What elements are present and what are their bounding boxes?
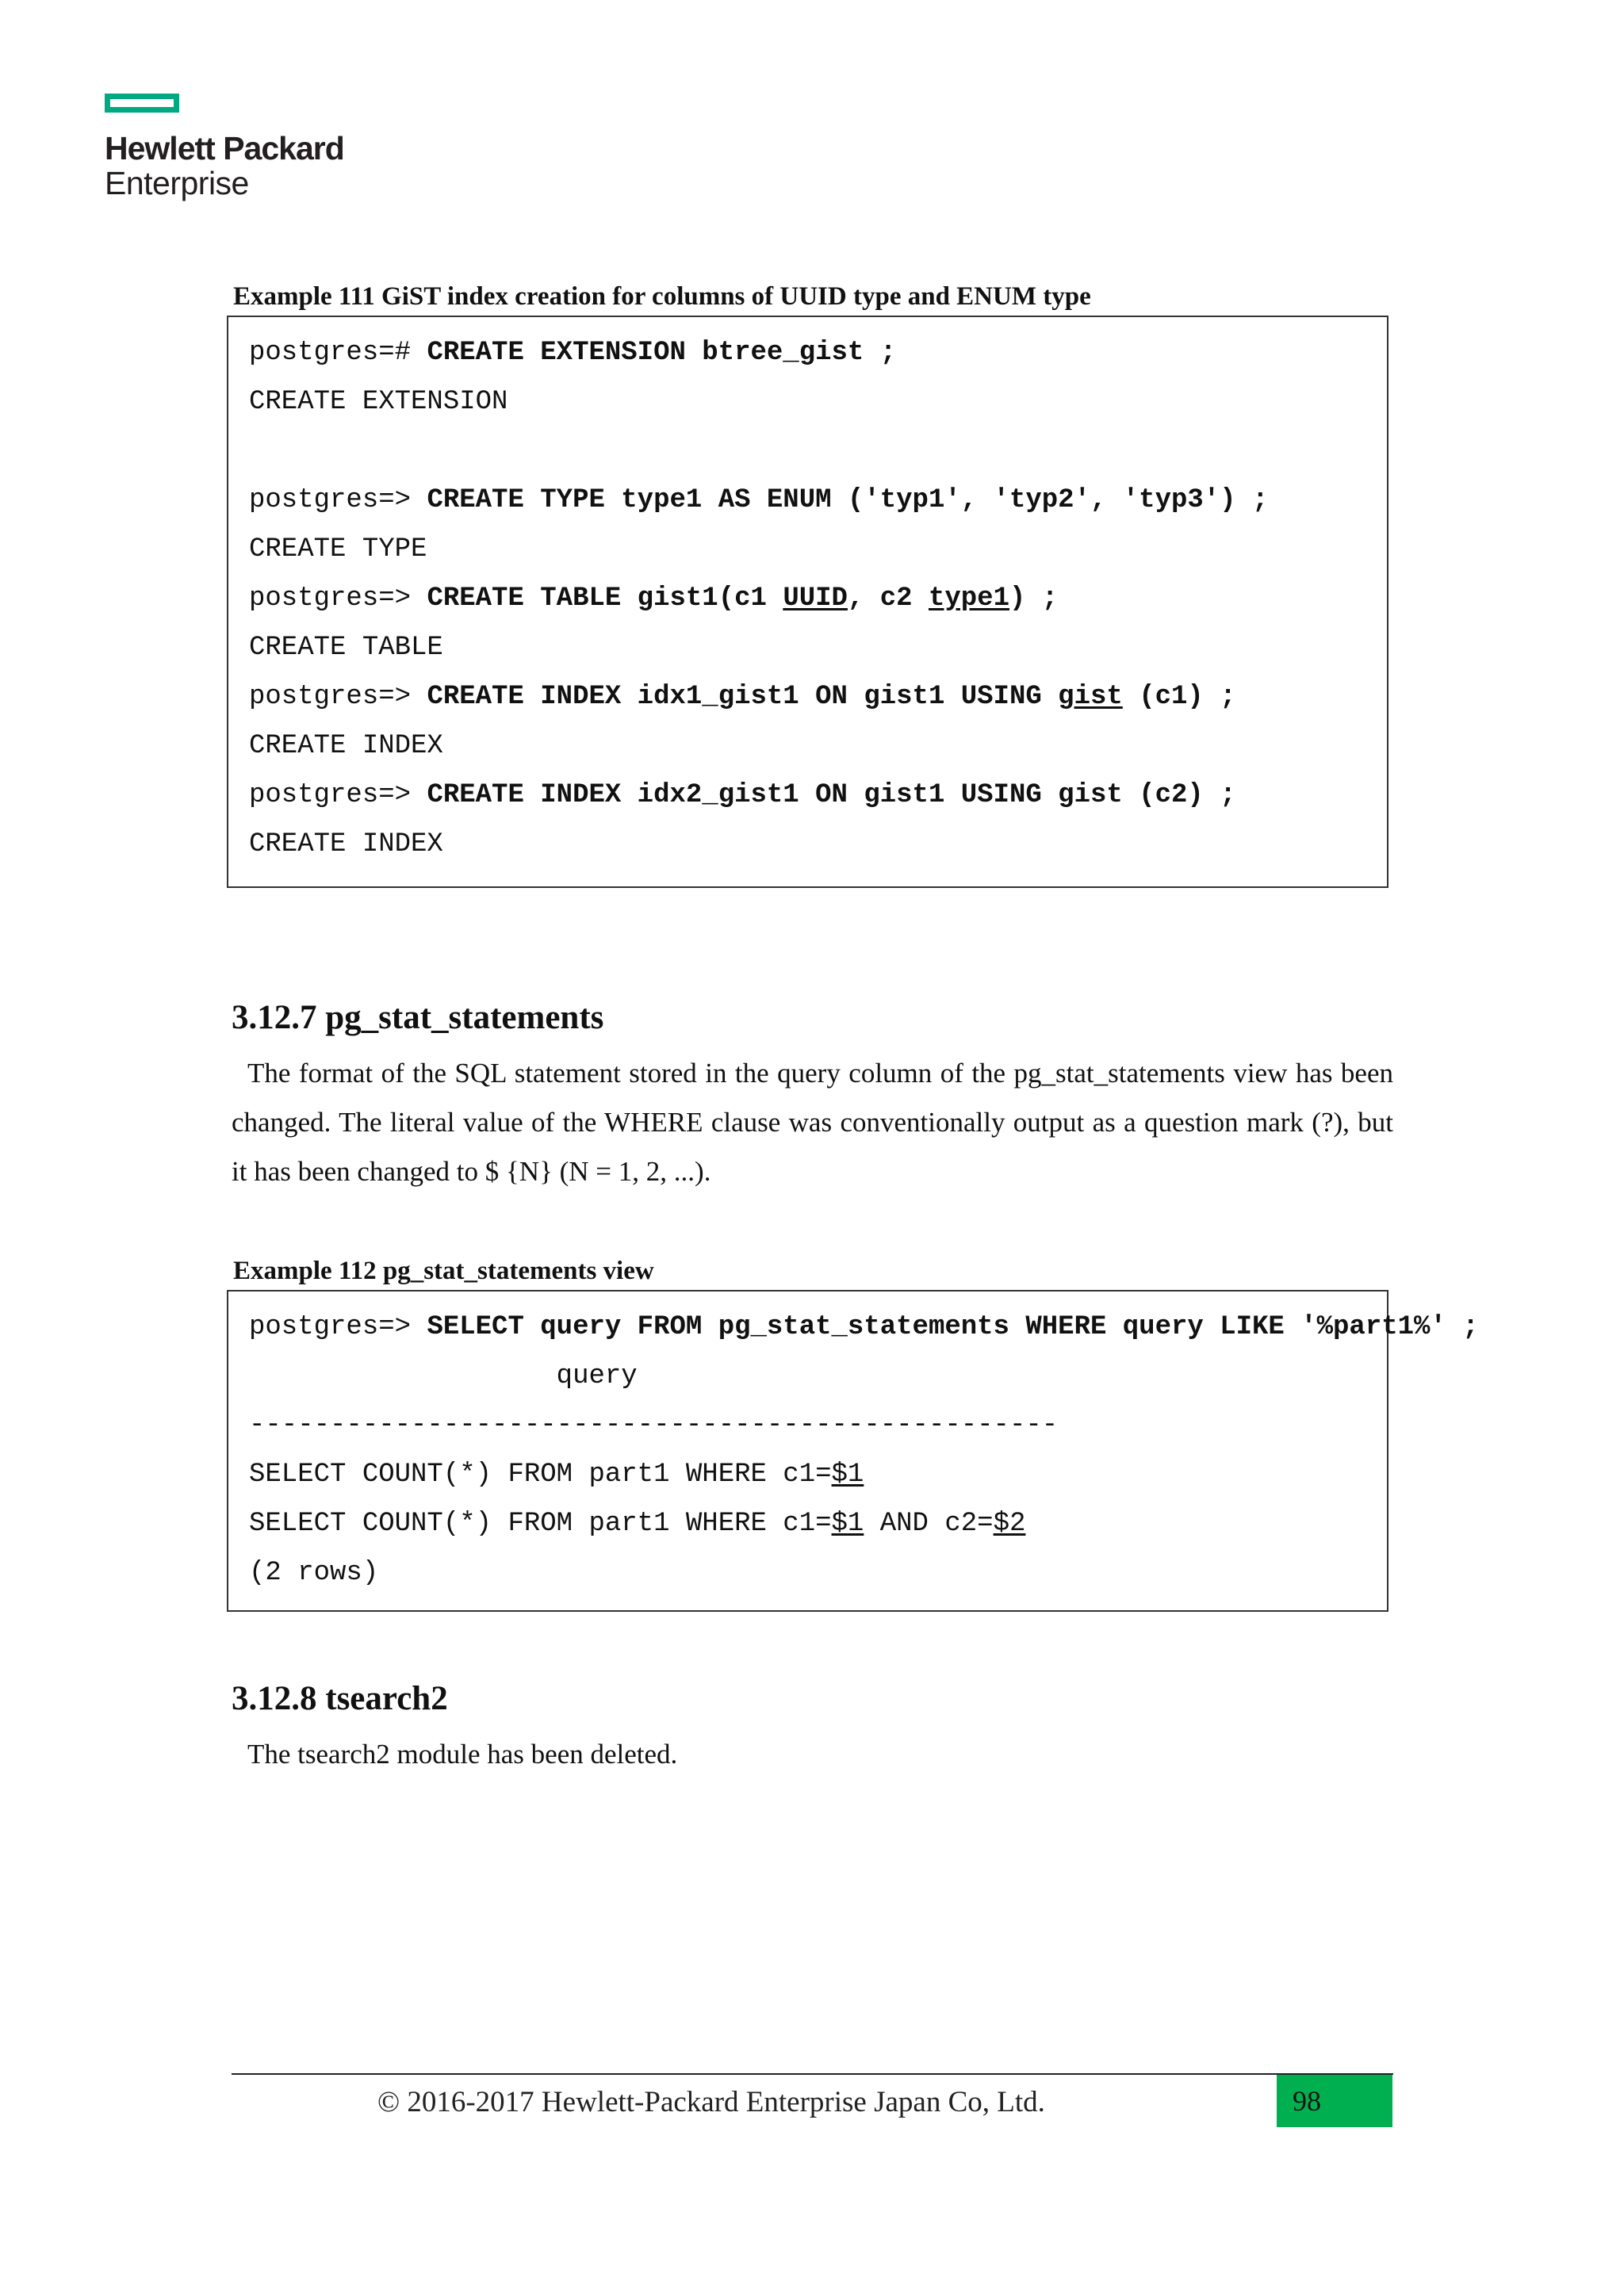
section-3-12-7-paragraph	[232, 1049, 1393, 1196]
code-text: AND c2=	[864, 1509, 994, 1539]
example-112-code-block	[227, 1290, 1479, 1612]
code-output-line: CREATE TABLE	[249, 633, 443, 663]
section-3-12-8-paragraph	[232, 1730, 1393, 1779]
example-111-caption: Example 111 GiST index creation for columns of UUID type and ENUM type	[233, 282, 1091, 311]
result-row	[249, 1459, 864, 1490]
code-text: SELECT COUNT(*) FROM part1 WHERE c1=	[249, 1460, 832, 1490]
code-text: ) ;	[1009, 584, 1059, 614]
code-command: SELECT query FROM pg_stat_statements WHERE query LIKE '%part1%' ;	[427, 1312, 1479, 1342]
hpe-logo-mark	[105, 94, 179, 113]
code-text: CREATE TABLE gist1(c1	[427, 584, 783, 614]
code-prompt: postgres=>	[249, 584, 427, 614]
code-prompt: postgres=>	[249, 780, 427, 810]
code-output-line: CREATE EXTENSION	[249, 387, 508, 417]
code-prompt: postgres=>	[249, 1312, 427, 1342]
code-command	[427, 584, 1058, 614]
result-separator: --------------------------------------------------	[249, 1410, 1059, 1441]
code-output-line: CREATE INDEX	[249, 731, 443, 761]
code-output-line: CREATE TYPE	[249, 534, 427, 564]
code-command: CREATE TYPE type1 AS ENUM ('typ1', 'typ2', 'typ3') ;	[427, 485, 1269, 515]
code-line	[249, 681, 1236, 713]
code-line	[249, 1311, 1479, 1343]
underlined-code: $1	[831, 1460, 864, 1490]
code-text: CREATE INDEX idx1_gist1 ON gist1 USING	[427, 682, 1059, 712]
section-heading-3-12-8: 3.12.8 tsearch2	[232, 1680, 448, 1717]
example-112-caption: Example 112 pg_stat_statements view	[233, 1257, 654, 1285]
code-line	[249, 779, 1236, 811]
code-text: (c1) ;	[1122, 682, 1236, 712]
section-heading-3-12-7: 3.12.7 pg_stat_statements	[232, 999, 604, 1036]
code-prompt: postgres=#	[249, 338, 427, 368]
result-column-header: query	[249, 1361, 638, 1391]
code-line	[249, 337, 896, 369]
footer-copyright: © 2016-2017 Hewlett-Packard Enterprise Japan Co, Ltd.	[377, 2086, 1045, 2118]
underlined-code: type1	[928, 584, 1009, 614]
underlined-code: gist	[1058, 682, 1123, 712]
code-prompt: postgres=>	[249, 485, 427, 515]
example-111-code-block	[227, 316, 1388, 888]
code-command: CREATE EXTENSION btree_gist ;	[427, 338, 897, 368]
paragraph-text: The tsearch2 module has been deleted.	[247, 1739, 678, 1770]
footer-divider	[232, 2073, 1393, 2075]
logo-text-line1: Hewlett Packard	[105, 130, 344, 166]
result-row-count: (2 rows)	[249, 1558, 379, 1588]
code-text: , c2	[847, 584, 929, 614]
code-prompt: postgres=>	[249, 682, 427, 712]
code-command	[427, 682, 1235, 712]
hpe-logo	[105, 94, 344, 201]
code-text: SELECT COUNT(*) FROM part1 WHERE c1=	[249, 1509, 832, 1539]
code-output-line: CREATE INDEX	[249, 829, 443, 859]
underlined-code: $2	[993, 1509, 1026, 1539]
code-line	[249, 484, 1268, 516]
paragraph-text: The format of the SQL statement stored in the query column of the pg_stat_statements view has been changed. The literal value of the WHERE clause was conventionally output as a question mark (?), but it has been changed to $ {N} (N = 1, 2, ...).	[232, 1058, 1393, 1187]
code-line	[249, 583, 1058, 614]
underlined-code: UUID	[783, 584, 848, 614]
logo-text-line2: Enterprise	[105, 165, 249, 201]
underlined-code: $1	[831, 1509, 864, 1539]
code-command: CREATE INDEX idx2_gist1 ON gist1 USING gist (c2) ;	[427, 780, 1236, 810]
page-number: 98	[1277, 2075, 1392, 2127]
result-row	[249, 1508, 1025, 1540]
